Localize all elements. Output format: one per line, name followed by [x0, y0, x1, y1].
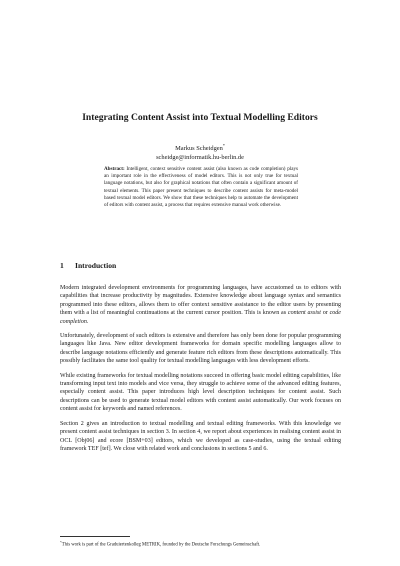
section-heading: [60, 261, 340, 270]
body-text: [60, 284, 341, 459]
author-email: scheidge@informatik.hu-berlin.de: [156, 154, 244, 162]
author-footnote-mark: *: [222, 143, 225, 148]
section-number: 1: [60, 261, 64, 270]
footnote-text: This work is part of the Graduiertenkolleg METRIK, founded by the Deutsche Forschungs Gemeinschaft.: [61, 542, 261, 548]
paragraph-end: .: [86, 318, 89, 325]
footnote-mark: *: [60, 540, 62, 544]
paper-title: Integrating Content Assist into Textual Modelling Editors: [82, 112, 318, 123]
paragraph: Section 2 gives an introduction to textual modelling and textual editing frameworks. With this knowledge we present content assist techniques in section 3. In section 4, we report about experiences in realising content assist in OCL [Obj06] and ecore [BSM+03] editors, which we developed as case-studies, using the textual editing framework TEF [tef]. We close with related work and conclusions in sections 5 and 6.: [60, 420, 341, 452]
term-content-assist: content assist: [287, 310, 321, 317]
paragraph: [60, 284, 341, 326]
paragraph-text: Modern integrated development environments for programming languages, have accustomed us to editors with capabilities that increase productivity by magnitudes. Extensive knowledge about language syntax and semantics programmed into these editors, allows them to offer context sensitive assistance to the editor users by presenting them with a list of meaningful continuations at the current cursor position. This is known as: [60, 285, 341, 317]
abstract-text: Intelligent, context sensitive content assist (also known as code completion) plays an important role in the effectiveness of model editors. This is not only true for textual language notations, but also for graphical notations that often contain a significant amount of textual elements. This paper present techniques to describe content assists for meta-model based textual model editors. We show that these techniques help to automate the development of editors with content assist, a process that requires extensive manual work otherwise.: [104, 166, 298, 209]
footnote-rule: [60, 536, 130, 537]
author-block: [60, 141, 340, 162]
term-code-completion: code completion: [60, 310, 341, 325]
paragraph-text-or: or: [322, 310, 328, 317]
section-title: Introduction: [75, 261, 117, 270]
abstract: [104, 166, 298, 209]
footnote: [60, 539, 350, 549]
paragraph: While existing frameworks for textual modelling notations succeed in offering basic model editing capabilities, like transforming input text into models and vice versa, they struggle to achieve some of the advanced editing features, especially content assist. This paper introduces high level description techniques for content assist. Such descriptions can be used to generate textual model editors with content assist automatically. Our work focuses on content assist for keywords and named references.: [60, 372, 341, 413]
author-name: Markus Scheidgen: [175, 145, 223, 153]
abstract-label: Abstract:: [104, 166, 125, 172]
paragraph: Unfortunately, development of such editors is extensive and therefore has only been done for popular programming languages like Java. New editor development frameworks for domain specific modelling languages allow to describe language notations efficiently and generate feature rich editors from these descriptions automatically. This possibly facilitates the same tool quality for textual modelling languages with less development efforts.: [60, 333, 341, 365]
